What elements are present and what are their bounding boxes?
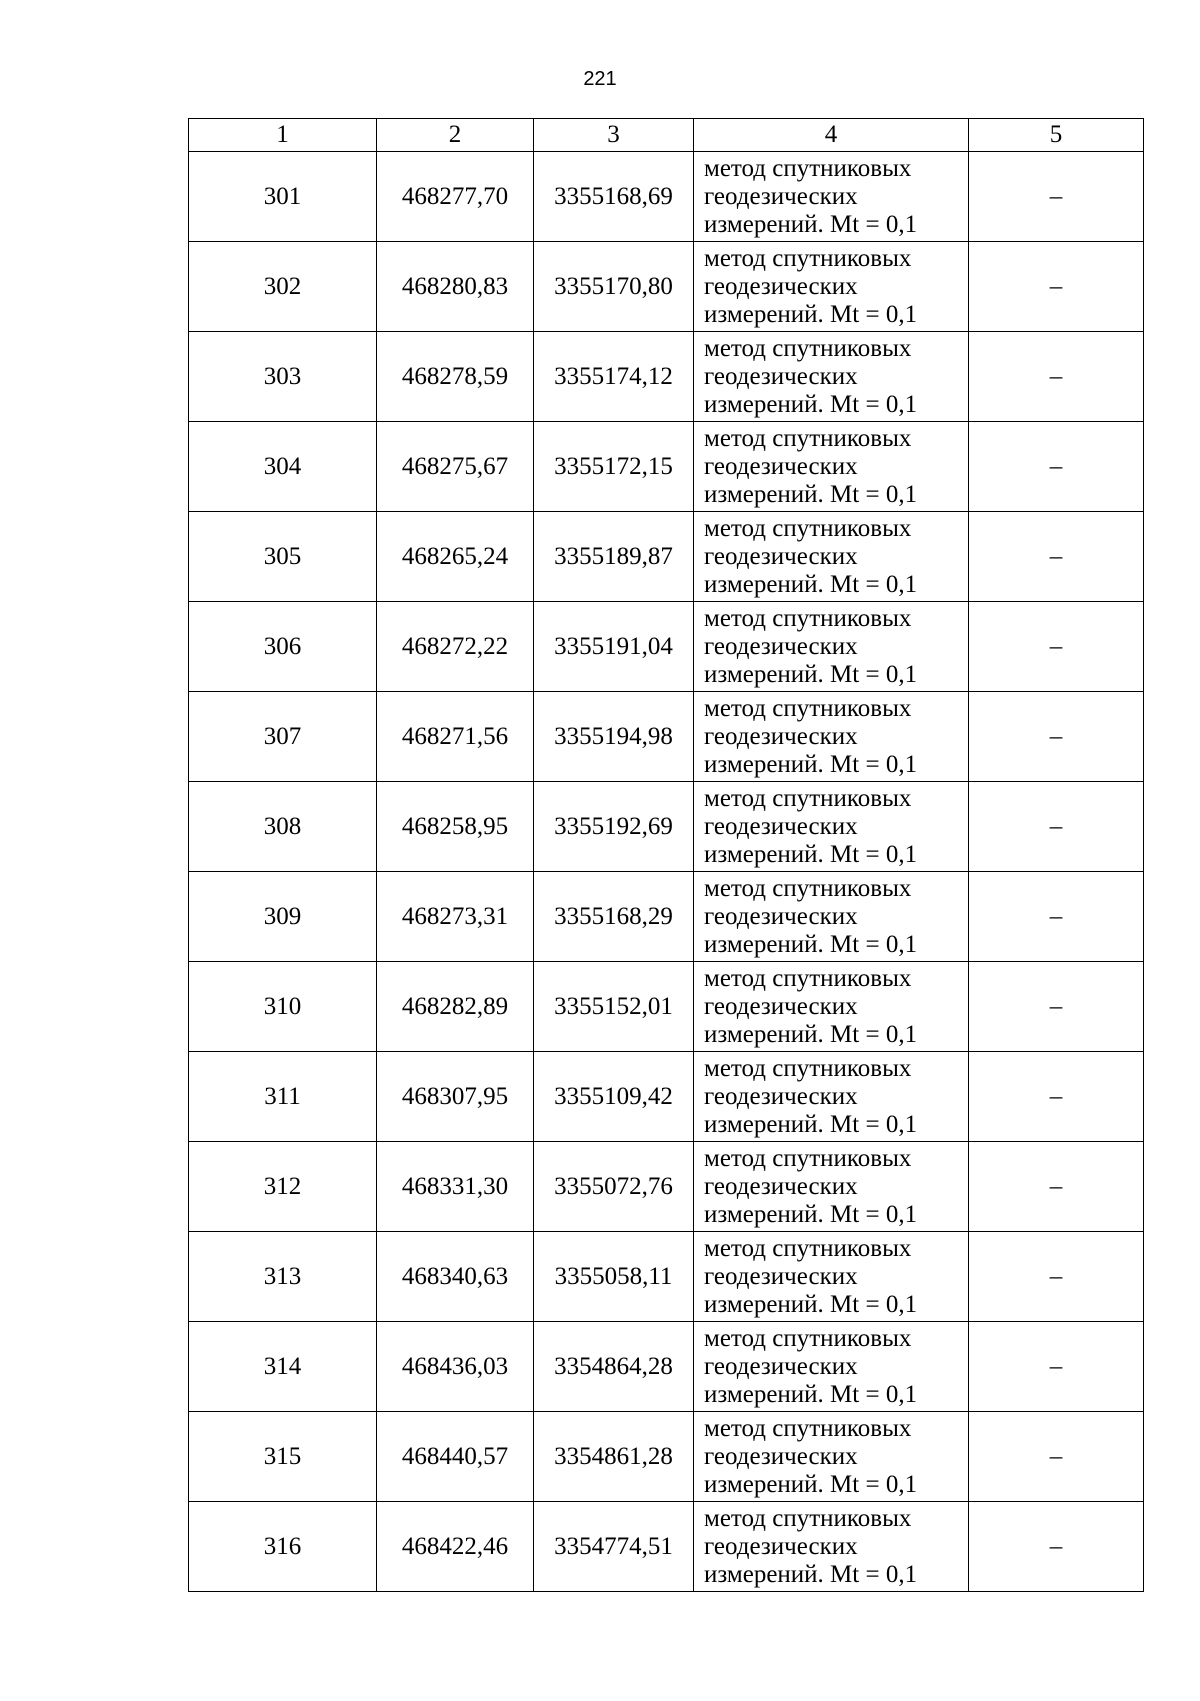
table-row [189,1322,1144,1412]
table-row [189,872,1144,962]
table-row [189,602,1144,692]
note-cell: – [969,1232,1144,1322]
y-coordinate-cell: 3355172,15 [534,422,694,512]
method-cell: метод спутниковых геодезических измерений. Mt = 0,1 [694,512,969,602]
x-coordinate-cell: 468340,63 [377,1232,534,1322]
x-coordinate-cell: 468265,24 [377,512,534,602]
point-number-cell: 301 [189,152,377,242]
header-cell-5: 5 [969,119,1144,152]
x-coordinate-cell: 468258,95 [377,782,534,872]
x-coordinate-cell: 468422,46 [377,1502,534,1592]
method-cell: метод спутниковых геодезических измерений. Mt = 0,1 [694,962,969,1052]
method-cell: метод спутниковых геодезических измерений. Mt = 0,1 [694,332,969,422]
note-cell: – [969,692,1144,782]
point-number-cell: 309 [189,872,377,962]
point-number-cell: 304 [189,422,377,512]
note-cell: – [969,782,1144,872]
table-row [189,422,1144,512]
method-cell: метод спутниковых геодезических измерений. Mt = 0,1 [694,872,969,962]
table-row [189,1142,1144,1232]
y-coordinate-cell: 3355072,76 [534,1142,694,1232]
header-cell-4: 4 [694,119,969,152]
x-coordinate-cell: 468436,03 [377,1322,534,1412]
point-number-cell: 308 [189,782,377,872]
table-row [189,1412,1144,1502]
point-number-cell: 315 [189,1412,377,1502]
method-cell: метод спутниковых геодезических измерений. Mt = 0,1 [694,422,969,512]
y-coordinate-cell: 3355109,42 [534,1052,694,1142]
y-coordinate-cell: 3354864,28 [534,1322,694,1412]
table-row [189,782,1144,872]
note-cell: – [969,602,1144,692]
point-number-cell: 312 [189,1142,377,1232]
x-coordinate-cell: 468280,83 [377,242,534,332]
x-coordinate-cell: 468307,95 [377,1052,534,1142]
method-cell: метод спутниковых геодезических измерений. Mt = 0,1 [694,1052,969,1142]
method-cell: метод спутниковых геодезических измерений. Mt = 0,1 [694,242,969,332]
method-cell: метод спутниковых геодезических измерений. Mt = 0,1 [694,1322,969,1412]
point-number-cell: 310 [189,962,377,1052]
header-cell-2: 2 [377,119,534,152]
point-number-cell: 316 [189,1502,377,1592]
method-cell: метод спутниковых геодезических измерений. Mt = 0,1 [694,1232,969,1322]
table-body [189,152,1144,1592]
note-cell: – [969,1502,1144,1592]
note-cell: – [969,1322,1144,1412]
table-row [189,512,1144,602]
header-cell-1: 1 [189,119,377,152]
header-row [189,119,1144,152]
point-number-cell: 313 [189,1232,377,1322]
y-coordinate-cell: 3355168,29 [534,872,694,962]
point-number-cell: 306 [189,602,377,692]
note-cell: – [969,962,1144,1052]
note-cell: – [969,152,1144,242]
x-coordinate-cell: 468275,67 [377,422,534,512]
table-row [189,152,1144,242]
point-number-cell: 314 [189,1322,377,1412]
note-cell: – [969,332,1144,422]
note-cell: – [969,872,1144,962]
table-row [189,242,1144,332]
table-row [189,692,1144,782]
method-cell: метод спутниковых геодезических измерений. Mt = 0,1 [694,602,969,692]
point-number-cell: 303 [189,332,377,422]
table-row [189,962,1144,1052]
method-cell: метод спутниковых геодезических измерений. Mt = 0,1 [694,782,969,872]
table-row [189,1502,1144,1592]
y-coordinate-cell: 3354861,28 [534,1412,694,1502]
y-coordinate-cell: 3355191,04 [534,602,694,692]
x-coordinate-cell: 468271,56 [377,692,534,782]
x-coordinate-cell: 468278,59 [377,332,534,422]
table-row [189,1232,1144,1322]
note-cell: – [969,242,1144,332]
y-coordinate-cell: 3355058,11 [534,1232,694,1322]
y-coordinate-cell: 3355189,87 [534,512,694,602]
note-cell: – [969,512,1144,602]
point-number-cell: 311 [189,1052,377,1142]
x-coordinate-cell: 468272,22 [377,602,534,692]
table-row [189,332,1144,422]
y-coordinate-cell: 3355152,01 [534,962,694,1052]
x-coordinate-cell: 468273,31 [377,872,534,962]
method-cell: метод спутниковых геодезических измерений. Mt = 0,1 [694,1412,969,1502]
x-coordinate-cell: 468331,30 [377,1142,534,1232]
note-cell: – [969,1142,1144,1232]
point-number-cell: 305 [189,512,377,602]
y-coordinate-cell: 3355170,80 [534,242,694,332]
point-number-cell: 302 [189,242,377,332]
note-cell: – [969,1412,1144,1502]
method-cell: метод спутниковых геодезических измерений. Mt = 0,1 [694,1502,969,1592]
header-cell-3: 3 [534,119,694,152]
y-coordinate-cell: 3354774,51 [534,1502,694,1592]
note-cell: – [969,422,1144,512]
y-coordinate-cell: 3355192,69 [534,782,694,872]
x-coordinate-cell: 468277,70 [377,152,534,242]
y-coordinate-cell: 3355194,98 [534,692,694,782]
method-cell: метод спутниковых геодезических измерений. Mt = 0,1 [694,692,969,782]
x-coordinate-cell: 468282,89 [377,962,534,1052]
point-number-cell: 307 [189,692,377,782]
table-row [189,1052,1144,1142]
page-number: 221 [583,68,617,90]
x-coordinate-cell: 468440,57 [377,1412,534,1502]
note-cell: – [969,1052,1144,1142]
y-coordinate-cell: 3355168,69 [534,152,694,242]
method-cell: метод спутниковых геодезических измерений. Mt = 0,1 [694,1142,969,1232]
method-cell: метод спутниковых геодезических измерений. Mt = 0,1 [694,152,969,242]
coordinates-table [188,118,1144,1592]
y-coordinate-cell: 3355174,12 [534,332,694,422]
